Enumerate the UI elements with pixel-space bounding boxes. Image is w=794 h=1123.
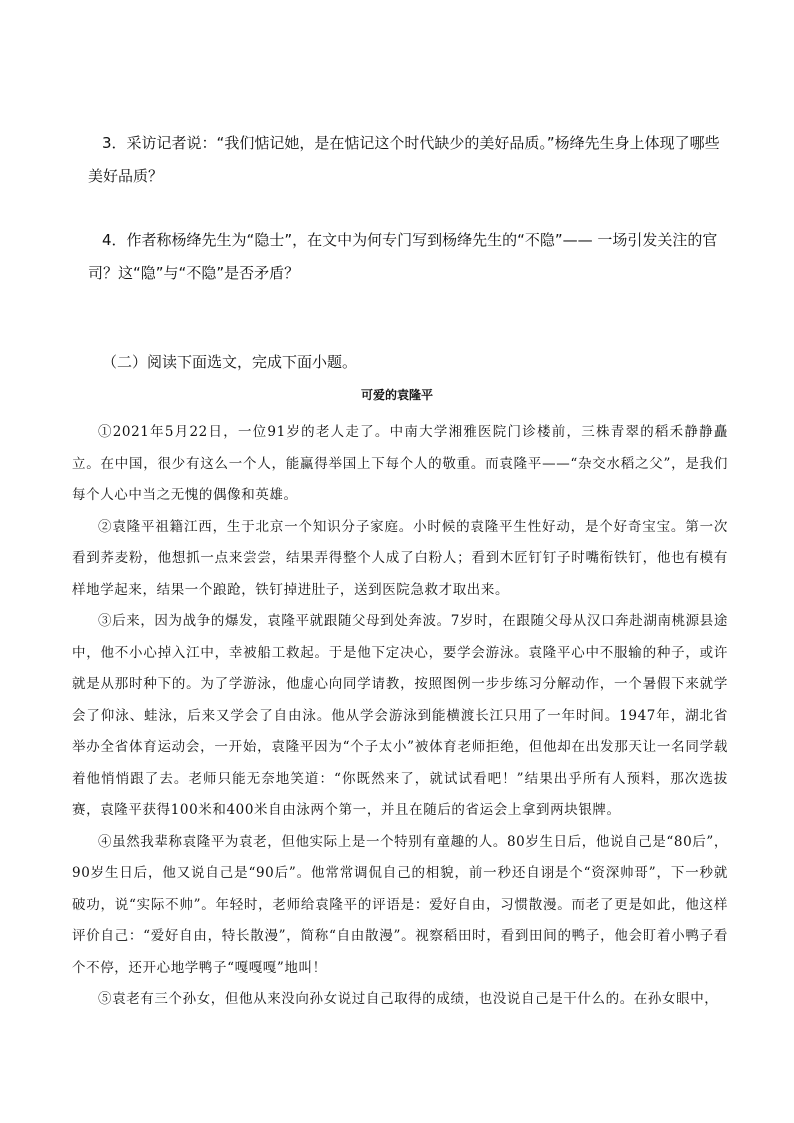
paragraph-3: ③后来，因为战争的爆发，袁隆平就跟随父母到处奔波。7岁时，在跟随父母从汉口奔赴湖南桃源县途中，他不小心掉入江中，幸被船工救起。于是他下定决心，要学会游泳。袁隆平心中不服输的种子，或许就是从那时种下的。为了学游泳，他虚心向同学请教，按照图例一步步练习分解动作，一个暑假下来就学会了仰泳、蛙泳，后来又学会了自由泳。他从学会游泳到能横渡长江只用了一年时间。1947年，湖北省举办全省体育运动会，一开始，袁隆平因为“个子太小”被体育老师拒绝，但他却在出发那天让一名同学载着他悄悄跟了去。老师只能无奈地笑道：“你既然来了，就试试看吧！”结果出乎所有人预料，那次选拔赛，袁隆平获得100米和400米自由泳两个第一，并且在随后的省运会上拿到两块银牌。	[72, 613, 728, 818]
paragraph-5: ⑤袁老有三个孙女，但他从来没向孙女说过自己取得的成绩，也没说自己是干什么的。在孙女眼中，	[98, 991, 719, 1007]
question-3: 3．采访记者说：“我们惦记她，是在惦记这个时代缺少的美好品质。”杨绛先生身上体现了哪些美好品质？	[88, 134, 720, 185]
paragraph-4: ④虽然我辈称袁隆平为袁老，但他实际上是一个特别有童趣的人。80岁生日后，他说自己是“80后”，90岁生日后，他又说自己是“90后”。他常常调侃自己的相貌，前一秒还自诩是个“资深帅哥”，下一秒就破功，说“实际不帅”。年轻时，老师给袁隆平的评语是：爱好自由，习惯散漫。而老了更是如此，他这样评价自己：“爱好自由，特长散漫”，简称“自由散漫”。视察稻田时，看到田间的鸭子，他会盯着小鸭子看个不停，还开心地学鸭子“嘎嘎嘎”地叫！	[72, 833, 728, 976]
section-heading: （二）阅读下面选文，完成下面小题。	[102, 353, 358, 371]
paragraph-1: ①2021年5月22日，一位91岁的老人走了。中南大学湘雅医院门诊楼前，三株青翠的稻禾静静矗立。在中国，很少有这么一个人，能赢得举国上下每个人的敬重。而袁隆平——“杂交水稻之父”，是我们每个人心中当之无愧的偶像和英雄。	[72, 424, 728, 503]
article-title: 可爱的袁隆平	[360, 388, 433, 402]
paragraph-2: ②袁隆平祖籍江西，生于北京一个知识分子家庭。小时候的袁隆平生性好动，是个好奇宝宝。第一次看到荞麦粉，他想抓一点来尝尝，结果弄得整个人成了白粉人；看到木匠钉钉子时嘴衔铁钉，他也有模有样地学起来，结果一个踉跄，铁钉掉进肚子，送到医院急救才取出来。	[72, 518, 728, 598]
question-4: 4．作者称杨绛先生为“隐士”，在文中为何专门写到杨绛先生的“不隐”—— 一场引发关注的官司？这“隐”与“不隐”是否矛盾？	[88, 231, 718, 282]
article-body	[72, 417, 728, 1016]
